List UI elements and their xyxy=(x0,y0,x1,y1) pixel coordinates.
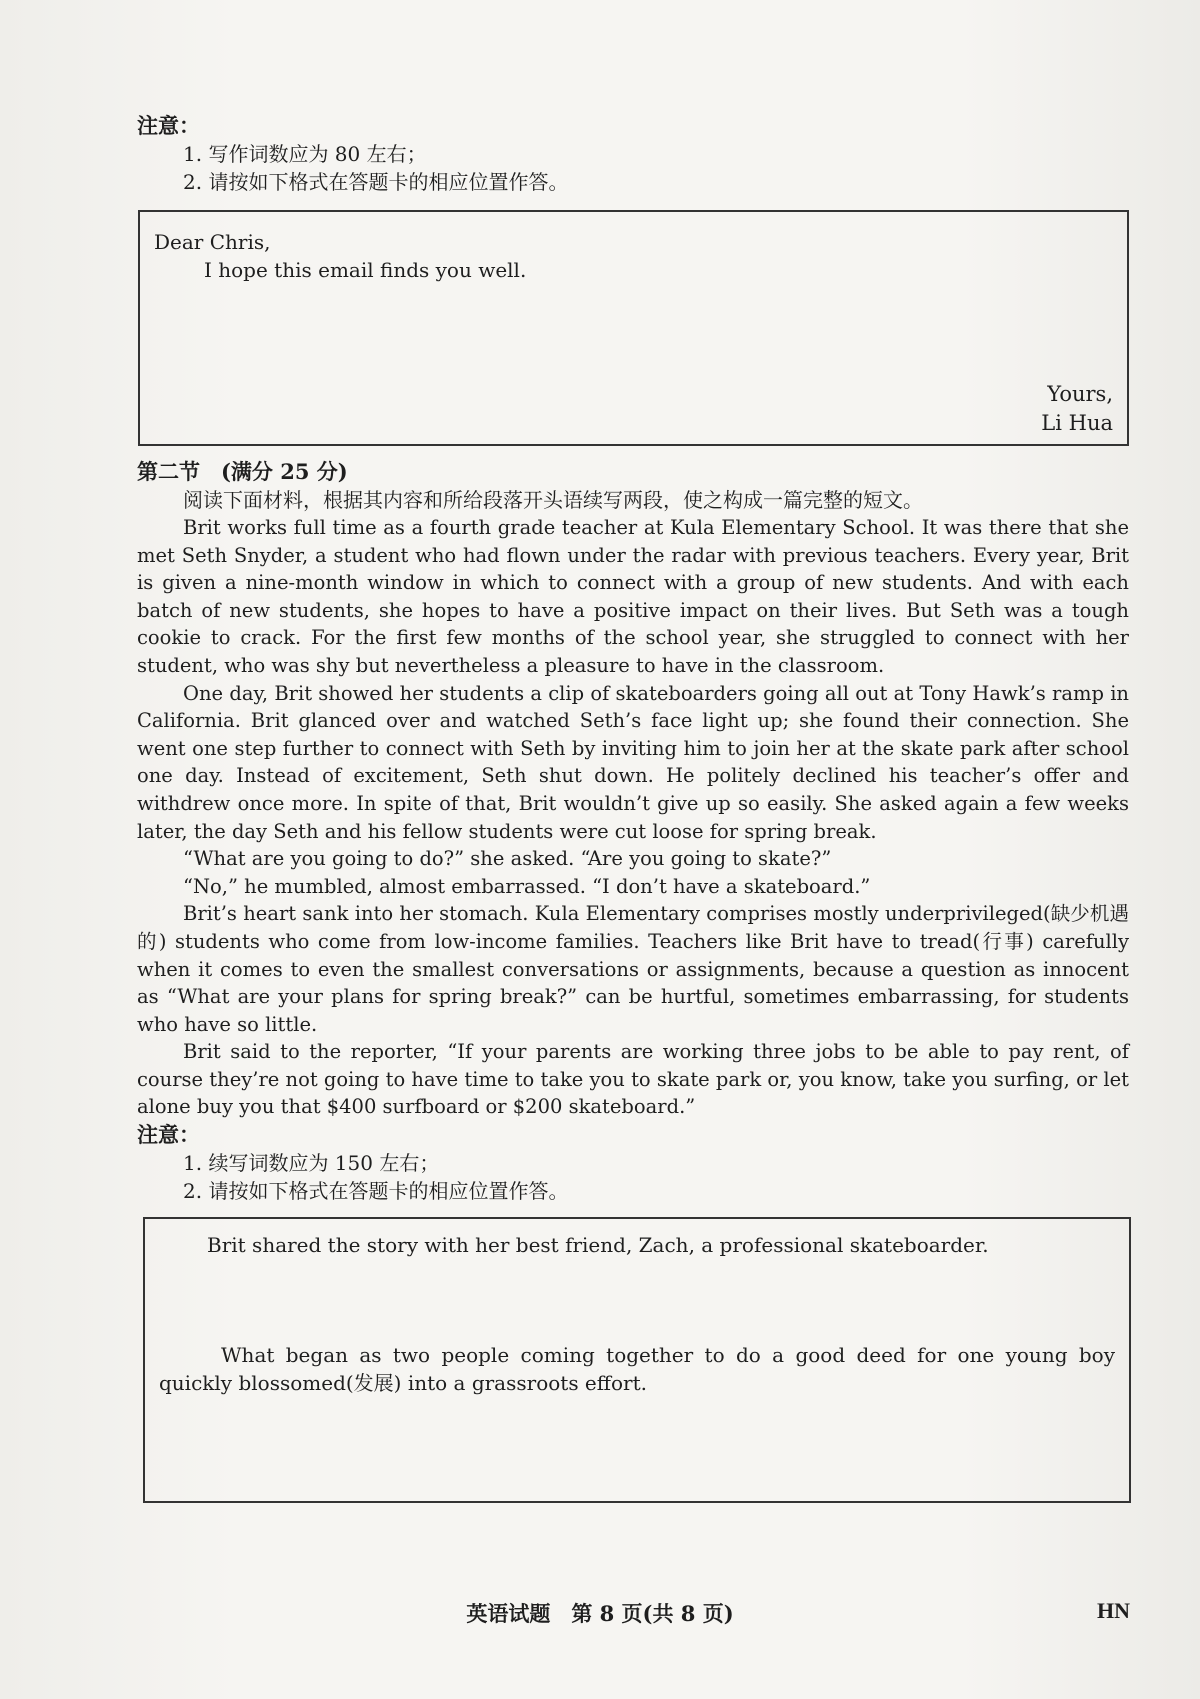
continuation-opening-2: What began as two people coming together to do a good deed for one young boy quickly blossomed(发展) into a grassroots effort. xyxy=(159,1343,1115,1396)
writing-note-2: 2. 请按如下格式在答题卡的相应位置作答。 xyxy=(183,170,569,194)
section-title: 第二节 (满分 25 分) xyxy=(137,459,348,484)
continuation-note-1: 1. 续写词数应为 150 左右； xyxy=(183,1151,440,1176)
email-greeting: Dear Chris, xyxy=(154,230,271,254)
writing-notes-label: 注意： xyxy=(137,113,200,138)
section-instruction: 阅读下面材料，根据其内容和所给段落开头语续写两段，使之构成一篇完整的短文。 xyxy=(183,488,923,512)
story-paragraph: One day, Brit showed her students a clip of skateboarders going all out at Tony Hawk’s ramp in California. Brit glanced over and watched Seth’s face light up; she found their connection. She went one step further to connect with Seth by inviting him to join her at the skate park after school one day. Instead of excitement, Seth shut down. He politely declined his teacher’s offer and withdrew once more. In spite of that, Brit wouldn’t give up so easily. She asked again a few weeks later, the day Seth and his fellow students were cut loose for spring break. xyxy=(137,681,1129,843)
story-paragraph: Brit works full time as a fourth grade teacher at Kula Elementary School. It was there that she met Seth Snyder, a student who had flown under the radar with previous teachers. Every year, Brit is given a nine-month window in which to connect with a group of new students. And with each batch of new students, she hopes to have a positive impact on their lives. But Seth was a tough cookie to crack. For the first few months of the school year, she struggled to connect with her student, who was shy but nevertheless a pleasure to have in the classroom. xyxy=(137,516,1129,677)
email-signature-block xyxy=(1041,380,1113,438)
continuation-notes-label: 注意： xyxy=(137,1122,200,1148)
email-answer-box xyxy=(138,210,1129,446)
email-closing: Yours, xyxy=(1047,382,1113,406)
continuation-note-2: 2. 请按如下格式在答题卡的相应位置作答。 xyxy=(183,1179,569,1204)
region-code: HN xyxy=(1097,1598,1130,1623)
continuation-opening-1: Brit shared the story with her best friend, Zach, a professional skateboarder. xyxy=(207,1233,989,1258)
email-signature: Li Hua xyxy=(1041,411,1113,435)
email-opening: I hope this email finds you well. xyxy=(204,258,527,282)
story-paragraph: “What are you going to do?” she asked. “Are you going to skate?” xyxy=(183,847,832,871)
story-paragraph: Brit said to the reporter, “If your parents are working three jobs to be able to pay rent, of course they’re not going to have time to take you to skate park or, you know, take you surfing, or let alone buy you that $400 surfboard or $200 skateboard.” xyxy=(137,1040,1129,1119)
writing-note-1: 1. 写作词数应为 80 左右； xyxy=(183,142,427,166)
page-content xyxy=(137,112,1129,1503)
story-paragraph: Brit’s heart sank into her stomach. Kula Elementary comprises mostly underprivileged(缺少机遇的) students who come from low-income families. Teachers like Brit have to tread(行事) carefully when it comes to even the smallest conversations or assignments, because a question as innocent as “What are your plans for spring break?” can be hurtful, sometimes embarrassing, for students who have so little. xyxy=(137,902,1129,1036)
story-paragraph: “No,” he mumbled, almost embarrassed. “I don’t have a skateboard.” xyxy=(183,874,871,898)
page-footer: 英语试题 第 8 页(共 8 页) xyxy=(466,1601,734,1626)
continuation-answer-box xyxy=(143,1217,1131,1503)
